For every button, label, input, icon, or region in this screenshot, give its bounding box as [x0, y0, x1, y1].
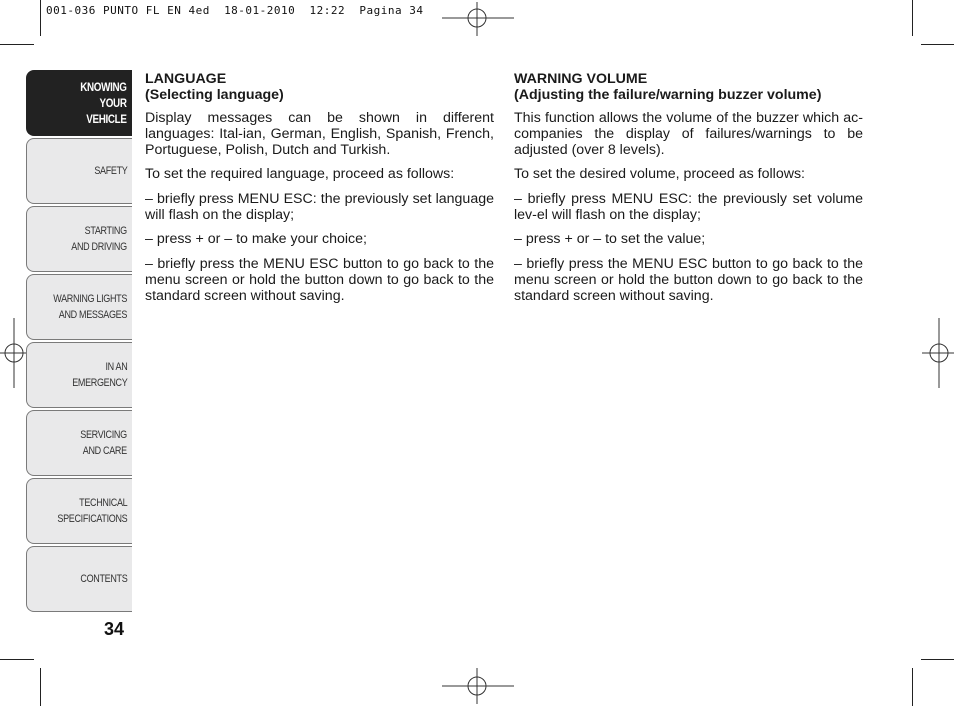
paragraph: – briefly press MENU ESC: the previously set volume lev-el will flash on the display;: [514, 190, 863, 224]
tab-label: IN AN EMERGENCY: [71, 361, 128, 389]
print-slug: 001-036 PUNTO FL EN 4ed 18-01-2010 12:22 Pagina 34: [46, 4, 424, 17]
paragraph: – briefly press the MENU ESC button to go back to the menu screen or hold the button down to go back to the standard screen without saving.: [514, 255, 863, 305]
language-section: [145, 71, 494, 313]
paragraph: – briefly press MENU ESC: the previously set language will flash on the display;: [145, 190, 494, 224]
crop-mark-bottom-right-v: [912, 668, 913, 706]
tab-warning-lights-and-messages[interactable]: [26, 274, 132, 340]
tab-servicing-and-care[interactable]: [26, 410, 132, 476]
tab-technical-specifications[interactable]: [26, 478, 132, 544]
tab-label: STARTING AND DRIVING: [71, 225, 128, 253]
tab-label: SERVICING AND CARE: [80, 429, 128, 457]
tab-starting-and-driving[interactable]: [26, 206, 132, 272]
crop-mark-top-left-h: [0, 44, 34, 45]
paragraph: To set the desired volume, proceed as follows:: [514, 166, 805, 183]
tab-label: SAFETY: [93, 165, 128, 177]
tab-label: KNOWING YOUR VEHICLE: [80, 80, 128, 126]
paragraph: – press + or – to make your choice;: [145, 231, 367, 248]
paragraph: To set the required language, proceed as follows:: [145, 166, 455, 183]
tab-contents[interactable]: [26, 546, 132, 612]
tab-knowing-your-vehicle[interactable]: [26, 70, 132, 136]
tab-label: WARNING LIGHTS AND MESSAGES: [53, 293, 128, 321]
registration-mark-right-icon: [922, 318, 954, 388]
paragraph: Display messages can be shown in different languages: Ital-ian, German, English, Spanish, French, Portuguese, Polish, Dutch and Turkish.: [145, 109, 494, 159]
tab-safety[interactable]: [26, 138, 132, 204]
paragraph: – press + or – to set the value;: [514, 231, 706, 248]
crop-mark-top-right-v: [912, 0, 913, 36]
warning-volume-section: [514, 71, 863, 313]
crop-mark-bottom-left-h: [0, 659, 34, 660]
tab-in-an-emergency[interactable]: [26, 342, 132, 408]
section-subheading: (Adjusting the failure/warning buzzer volume): [514, 87, 822, 104]
crop-mark-top-left-v: [40, 0, 41, 36]
crop-mark-bottom-right-h: [921, 659, 954, 660]
chapter-tabs: [26, 70, 132, 614]
section-subheading: (Selecting language): [145, 87, 284, 104]
paragraph: – briefly press the MENU ESC button to go back to the menu screen or hold the button down to go back to the standard screen without saving.: [145, 255, 494, 305]
tab-label: CONTENTS: [80, 573, 128, 585]
section-heading: WARNING VOLUME: [514, 71, 648, 87]
section-heading: LANGUAGE: [145, 71, 227, 87]
tab-label: TECHNICAL SPECIFICATIONS: [57, 497, 128, 525]
registration-mark-top-icon: [442, 2, 514, 36]
crop-mark-bottom-left-v: [40, 668, 41, 706]
registration-mark-bottom-icon: [442, 668, 514, 704]
page-number: 34: [104, 619, 125, 639]
crop-mark-top-right-h: [921, 44, 954, 45]
paragraph: This function allows the volume of the buzzer which ac-companies the display of failures/warnings to be adjusted (over 8 levels).: [514, 109, 863, 159]
